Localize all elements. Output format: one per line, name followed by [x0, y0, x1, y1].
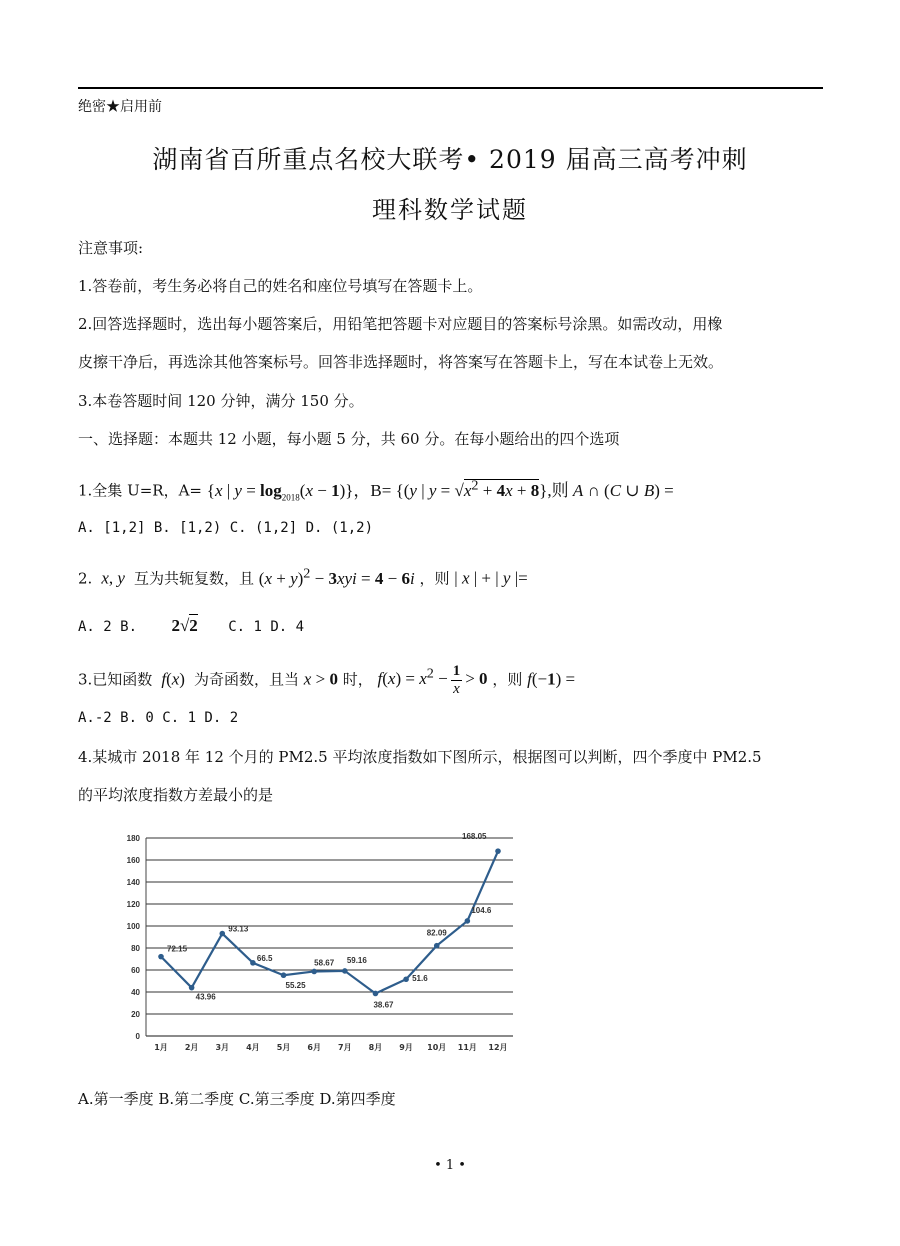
- q3-options: A.-2 B. 0 C. 1 D. 2: [78, 710, 239, 726]
- q2-prefix: 2.: [78, 569, 93, 588]
- y-tick-label: 120: [126, 900, 140, 909]
- x-tick-label: 9月: [399, 1043, 413, 1052]
- data-label: 66.5: [256, 953, 273, 963]
- question-1: [78, 475, 674, 507]
- x-tick-label: 12月: [488, 1043, 508, 1052]
- y-tick-label: 0: [135, 1032, 140, 1041]
- q2-mid: 互为共轭复数，且: [133, 569, 254, 588]
- data-point: [495, 848, 501, 854]
- data-point: [465, 918, 471, 924]
- data-point: [373, 991, 379, 997]
- header-rule: [78, 87, 823, 89]
- note-2a: 2.回答选择题时，选出每小题答案后，用铅笔把答题卡对应题目的答案标号涂黑。如需改动，用橡: [78, 315, 723, 333]
- q3-mid3: ，则: [492, 670, 523, 689]
- series-line: [161, 851, 498, 993]
- q2-formula: $(x + y)^2 - 3xyi = 4 - 6i$: [258, 565, 415, 588]
- q3-mid2: 时，: [342, 670, 373, 689]
- q3-formula: $f(x) = x^2$ − $\frac{1}{x}$ > 0: [377, 663, 488, 697]
- x-tick-label: 2月: [184, 1043, 199, 1052]
- confidential-label: 绝密★启用前: [78, 99, 162, 115]
- note-1: 1.答卷前，考生务必将自己的姓名和座位号填写在答题卡上。: [78, 277, 483, 295]
- q3-prefix: 3.已知函数: [78, 670, 153, 689]
- q3-cond: x > 0: [303, 669, 338, 689]
- data-label: 59.16: [346, 955, 367, 965]
- data-point: [219, 931, 225, 937]
- x-tick-label: 4月: [246, 1043, 260, 1052]
- y-tick-label: 180: [126, 834, 140, 843]
- q2-opt-cd: C. 1 D. 4: [228, 619, 305, 635]
- y-tick-label: 20: [131, 1010, 140, 1019]
- data-label: 55.25: [285, 981, 306, 991]
- y-tick-label: 100: [126, 922, 140, 931]
- data-label: 168.05: [462, 832, 487, 842]
- q2-options: [78, 616, 304, 637]
- data-label: 58.67: [314, 958, 335, 968]
- x-tick-label: 10月: [427, 1043, 447, 1052]
- data-point: [311, 969, 317, 975]
- q3-fx: f(x): [161, 669, 190, 689]
- notes-heading: 注意事项:: [78, 239, 144, 257]
- x-tick-label: 5月: [276, 1043, 291, 1052]
- q4-options: A.第一季度 B.第二季度 C.第三季度 D.第四季度: [78, 1090, 396, 1108]
- q2-target: | x | + | y |=: [454, 568, 528, 588]
- q1-options: A. [1,2] B. [1,2) C. (1,2] D. (1,2): [78, 520, 374, 536]
- y-tick-label: 140: [126, 878, 140, 887]
- page-number: • 1 •: [434, 1158, 466, 1173]
- y-tick-label: 80: [131, 944, 140, 953]
- data-point: [281, 972, 287, 978]
- data-label: 38.67: [373, 1000, 394, 1010]
- section-heading: 一、选择题：本题共 12 小题，每小题 5 分，共 60 分。在每小题给出的四个选项: [78, 430, 620, 448]
- data-label: 93.13: [228, 924, 249, 934]
- y-tick-label: 60: [131, 966, 140, 975]
- q4-line1: 4.某城市 2018 年 12 个月的 PM2.5 平均浓度指数如下图所示，根据图可以判断，四个季度中 PM2.5: [78, 748, 762, 766]
- data-point: [158, 954, 164, 960]
- y-tick-label: 40: [131, 988, 140, 997]
- data-label: 51.6: [412, 974, 428, 984]
- pm25-line-chart: [108, 828, 528, 1063]
- q3-mid1: 为奇函数，且当: [194, 670, 300, 689]
- q2-opt-ab: A. 2 B.: [78, 619, 138, 635]
- y-tick-label: 160: [126, 856, 140, 865]
- q1-formula: {x | $y = \log_{2018}(x - 1)$}，B= {(y | $y = √x^2 + 4x + 8$},则 A ∩ (C ∪ B) =: [206, 477, 674, 503]
- data-label: 72.15: [167, 944, 188, 954]
- note-2b: 皮擦干净后，再选涂其他答案标号。回答非选择题时，将答案写在答题卡上，写在本试卷上无效。: [78, 353, 724, 371]
- data-label: 43.96: [195, 992, 216, 1002]
- data-point: [403, 976, 409, 982]
- question-2: [78, 563, 528, 589]
- data-point: [342, 968, 348, 974]
- x-tick-label: 7月: [338, 1043, 352, 1052]
- q1-prefix: 1.全集 U=R，A=: [78, 481, 202, 500]
- note-3: 3.本卷答题时间 120 分钟，满分 150 分。: [78, 392, 364, 410]
- x-tick-label: 11月: [457, 1043, 477, 1052]
- data-point: [434, 943, 440, 949]
- data-point: [189, 985, 195, 991]
- x-tick-label: 1月: [154, 1043, 168, 1052]
- data-label: 104.6: [471, 905, 492, 915]
- exam-subtitle: 理科数学试题: [372, 196, 528, 224]
- x-tick-label: 8月: [368, 1043, 383, 1052]
- data-label: 82.09: [426, 928, 447, 938]
- x-tick-label: 3月: [215, 1043, 230, 1052]
- x-tick-label: 6月: [307, 1043, 321, 1052]
- exam-title: 湖南省百所重点名校大联考• 2019 届高三高考冲刺: [152, 145, 748, 174]
- data-point: [250, 960, 256, 966]
- q2-opt-b-value: 2√2: [171, 616, 198, 635]
- question-3: [78, 663, 575, 698]
- q2-vars: x, y: [101, 568, 125, 588]
- q4-line2: 的平均浓度指数方差最小的是: [78, 786, 274, 804]
- q2-tail: ，则: [419, 569, 450, 588]
- q3-target: f(−1) =: [527, 669, 576, 689]
